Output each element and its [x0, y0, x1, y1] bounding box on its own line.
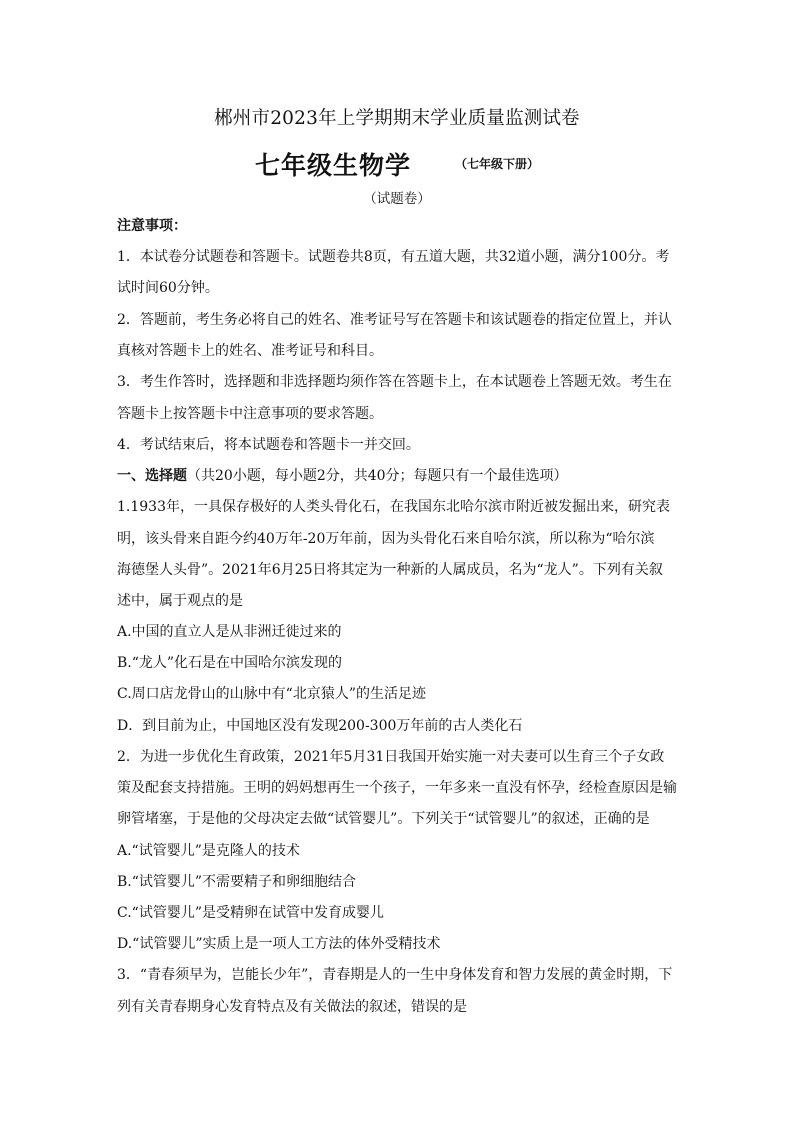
question-2-stem-line: 2．为进一步优化生育政策，2021年5月31日我国开始实施一对夫妻可以生育三个子女政: [117, 749, 665, 765]
notice-line: 2．答题前，考生务必将自己的姓名、准考证号写在答题卡和该试题卷的指定位置上，并认: [117, 312, 672, 328]
subject-row: [0, 146, 794, 182]
question-3-stem-line: 列有关青春期身心发育特点及有关做法的叙述，错误的是: [117, 999, 467, 1015]
question-1-stem-line: 明，该头骨来自距今约40万年-20万年前，因为头骨化石来自哈尔滨，所以称为“哈尔滨: [117, 531, 655, 547]
notice-line: 试时间60分钟。: [117, 280, 219, 296]
paper-type: （试题卷）: [363, 191, 431, 207]
notice-line: 真核对答题卡上的姓名、准考证号和科目。: [117, 343, 383, 359]
notice-line: 1．本试卷分试题卷和答题卡。试题卷共8页，有五道大题，共32道小题，满分100分。考: [117, 249, 670, 265]
question-1-stem-line: 海德堡人头骨”。2021年6月25日将其定为一种新的人属成员，名为“龙人”。下列有关叙: [117, 562, 663, 578]
notice-line: 3．考生作答时，选择题和非选择题均须作答在答题卡上，在本试题卷上答题无效。考生在: [117, 374, 672, 390]
question-1-option-b: B.“龙人”化石是在中国哈尔滨发现的: [117, 655, 343, 671]
question-2-stem-line: 策及配套支持措施。王明的妈妈想再生一个孩子，一年多来一直没有怀孕，经检查原因是输: [117, 780, 677, 796]
section-heading: [117, 466, 697, 486]
notice-heading: 注意事项：: [117, 218, 187, 234]
exam-title: 郴州市2023年上学期期末学业质量监测试卷: [214, 108, 580, 129]
question-1-stem-line: 1.1933年，一具保存极好的人类头骨化石，在我国东北哈尔滨市附近被发掘出来，研究表: [117, 499, 670, 515]
question-1-option-c: C.周口店龙骨山的山脉中有“北京猿人”的生活足迹: [117, 686, 426, 702]
question-3-stem-line: 3．“青春须早为，岂能长少年”，青春期是人的一生中身体发育和智力发展的黄金时期，下: [117, 967, 673, 983]
notice-line: 4．考试结束后，将本试题卷和答题卡一并交回。: [117, 437, 420, 453]
section-name: 一、选择题: [117, 468, 187, 484]
section-desc: （共20小题，每小题2分，共40分；每题只有一个最佳选项）: [187, 468, 568, 484]
question-2-option-b: B.“试管婴儿”不需要精子和卵细胞结合: [117, 874, 357, 890]
question-1-option-a: A.中国的直立人是从非洲迁徙过来的: [117, 624, 342, 640]
question-1-option-d: D．到目前为止，中国地区没有发现200-300万年前的古人类化石: [117, 718, 523, 734]
question-2-option-d: D.“试管婴儿”实质上是一项人工方法的体外受精技术: [117, 936, 441, 952]
question-2-option-c: C.“试管婴儿”是受精卵在试管中发育成婴儿: [117, 905, 384, 921]
grade-note: （七年级下册）: [455, 157, 540, 171]
notice-line: 答题卡上按答题卡中注意事项的要求答题。: [117, 406, 383, 422]
question-1-stem-line: 述中，属于观点的是: [117, 593, 243, 609]
question-2-stem-line: 卵管堵塞，于是他的父母决定去做“试管婴儿”。下列关于“试管婴儿”的叙述，正确的是: [117, 811, 650, 827]
subject-title: 七年级生物学: [254, 151, 411, 180]
question-2-option-a: A.“试管婴儿”是克隆人的技术: [117, 843, 300, 859]
